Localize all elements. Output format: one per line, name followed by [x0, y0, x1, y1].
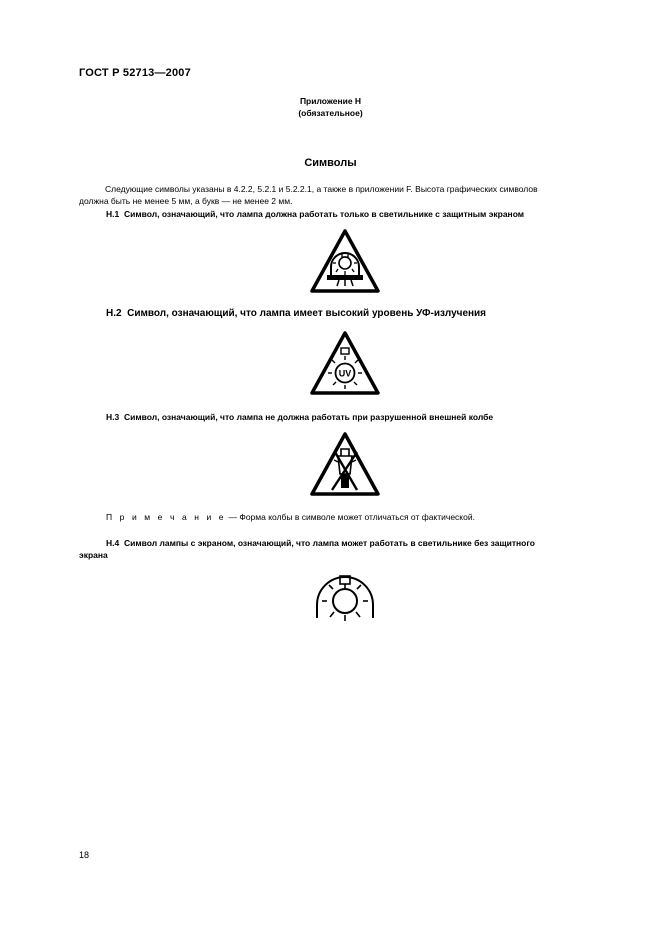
uv-radiation-warning-icon — [308, 329, 382, 397]
intro-line-1: Следующие символы указаны в 4.2.2, 5.2.1 и 5.2.2.1, а также в приложении F. Высота графических символов — [105, 184, 538, 194]
note-text: — Форма колбы в символе может отличаться от фактической. — [226, 512, 475, 522]
document-code: ГОСТ Р 52713—2007 — [79, 67, 191, 79]
annex-title: Приложение Н — [299, 96, 362, 106]
item-h3-number: Н.3 — [106, 412, 120, 422]
intro-line-2: должна быть не менее 5 мм, а букв — не менее 2 мм. — [79, 196, 293, 206]
item-h2-caption — [106, 308, 486, 319]
item-h2-number: Н.2 — [106, 308, 122, 319]
annex-status: (обязательное) — [298, 108, 363, 118]
item-h4-caption — [79, 537, 599, 561]
page-number: 18 — [79, 850, 90, 860]
item-h4-text-line-1: Символ лампы с экраном, означающий, что лампа может работать в светильнике без защитного — [123, 538, 535, 548]
section-title: Символы — [304, 157, 357, 169]
item-h1-number: Н.1 — [106, 209, 120, 219]
item-h2-text: Символ, означающий, что лампа имеет высокий уровень УФ-излучения — [127, 308, 487, 319]
item-h4-number: Н.4 — [106, 538, 120, 548]
note — [106, 512, 475, 522]
shielded-lamp-icon — [310, 571, 380, 627]
broken-bulb-prohibited-icon — [308, 430, 382, 498]
intro-paragraph — [79, 183, 589, 207]
item-h4-text-line-2: экрана — [79, 550, 108, 560]
item-h1-text: Символ, означающий, что лампа должна работать только в светильнике с защитным экраном — [123, 209, 525, 219]
item-h1-caption — [106, 209, 524, 219]
item-h3-caption — [106, 412, 493, 422]
note-label: П р и м е ч а н и е — [106, 512, 227, 522]
item-h3-text: Символ, означающий, что лампа не должна работать при разрушенной внешней колбе — [123, 412, 494, 422]
protected-luminaire-warning-icon — [308, 227, 382, 295]
uv-label: UV — [338, 368, 352, 379]
